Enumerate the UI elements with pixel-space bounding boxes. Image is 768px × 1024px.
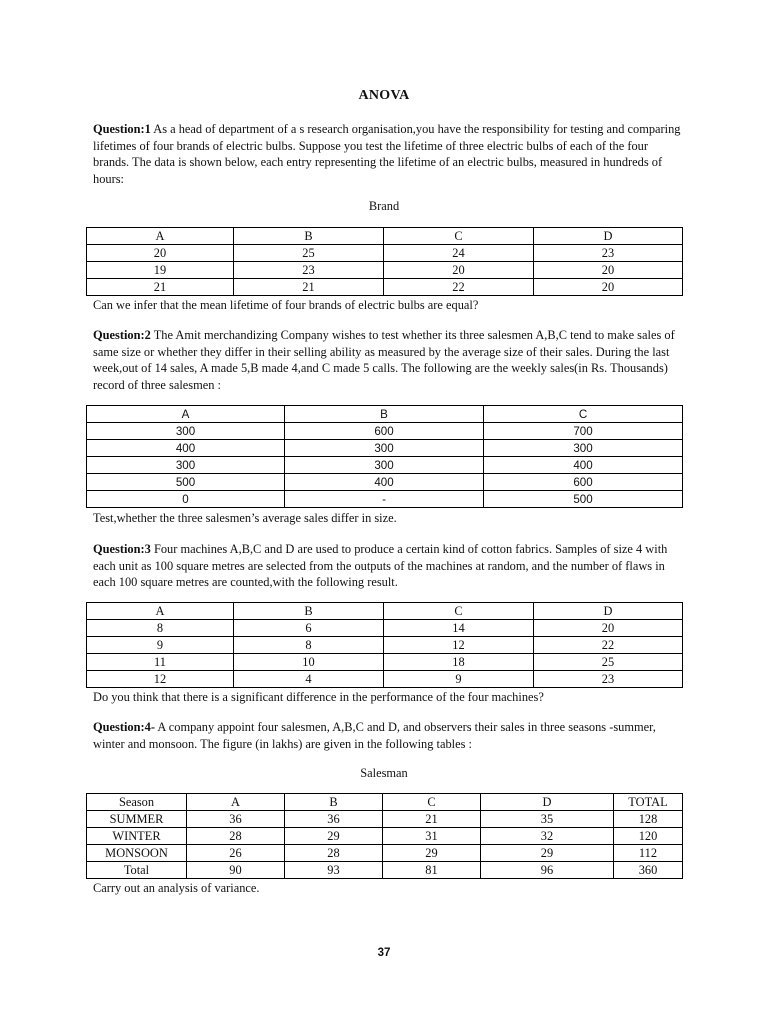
table-cell: 22 [384,279,534,296]
table-header-row [87,794,683,811]
table-row [87,671,683,688]
question-2-label: Question:2 [93,328,151,342]
table-row [87,654,683,671]
table-row [87,845,683,862]
table-cell: 300 [285,457,484,474]
table-cell: - [285,491,484,508]
table-cell: 600 [285,423,484,440]
question-3-text: Four machines A,B,C and D are used to produce a certain kind of cotton fabrics. Samples of size 4 with each unit as 100 square metres are selected from the outputs of the machines at random, and the number of flaws in each 100 square metres are counted,with the following result. [93,542,668,589]
table-cell: WINTER [87,828,187,845]
table-cell: SUMMER [87,811,187,828]
table-cell: 300 [87,457,285,474]
question-1-text: As a head of department of a s research organisation,you have the responsibility for testing and comparing lifetimes of four brands of electric bulbs. Suppose you test the lifetime of three electric bulbs of each of the four brands. The data is shown below, each entry representing the lifetime of an electric bulbs, measured in hundreds of hours: [93,122,681,186]
column-header: C [383,794,481,811]
table-cell: 96 [481,862,614,879]
question-2-prompt: Test,whether the three salesmen’s average sales differ in size. [93,511,397,525]
column-header: TOTAL [614,794,683,811]
table-cell: 36 [187,811,285,828]
table-row [87,637,683,654]
table-cell: 29 [481,845,614,862]
table-cell: 14 [384,620,534,637]
table-cell: 20 [534,620,683,637]
column-header: B [285,406,484,423]
question-4-paragraph [93,719,683,752]
table-cell: 25 [234,245,384,262]
column-header: D [481,794,614,811]
table-cell: 32 [481,828,614,845]
brand-lifetime-table [86,227,683,296]
table-row [87,440,683,457]
question-3-prompt: Do you think that there is a significant difference in the performance of the four machines? [93,690,544,704]
table-cell: 400 [87,440,285,457]
table-cell: 21 [234,279,384,296]
table-cell: 23 [234,262,384,279]
table-cell: 81 [383,862,481,879]
question-2-text: The Amit merchandizing Company wishes to test whether its three salesmen A,B,C tend to make sales of same size or whether they differ in their selling ability as measured by the average size of their sales. During the last week,out of 14 sales, A made 5,B made 4,and C made 5 calls. The following are the weekly sales(in Rs. Thousands) record of three salesmen : [93,328,675,392]
column-header: B [234,228,384,245]
table-cell: Total [87,862,187,879]
table-cell: 360 [614,862,683,879]
salesmen-sales-table [86,405,683,508]
table-cell: 12 [384,637,534,654]
column-header: A [87,406,285,423]
table-cell: 29 [285,828,383,845]
table-cell: 120 [614,828,683,845]
table-row [87,828,683,845]
column-header: C [384,603,534,620]
table-cell: 20 [534,262,683,279]
table-cell: 19 [87,262,234,279]
table-cell: 9 [384,671,534,688]
table-cell: 23 [534,245,683,262]
table-cell: 300 [285,440,484,457]
table-cell: 0 [87,491,285,508]
question-4-prompt: Carry out an analysis of variance. [93,881,260,895]
column-header: D [534,603,683,620]
question-1-prompt: Can we infer that the mean lifetime of four brands of electric bulbs are equal? [93,298,479,312]
table-row [87,491,683,508]
table-cell: 8 [87,620,234,637]
table-cell: 36 [285,811,383,828]
question-1-paragraph [93,121,683,187]
table-row [87,279,683,296]
column-header: A [87,228,234,245]
table-cell: 93 [285,862,383,879]
table-cell: 300 [484,440,683,457]
table-cell: 4 [234,671,384,688]
table-cell: 9 [87,637,234,654]
table-row [87,457,683,474]
column-header: C [484,406,683,423]
table-cell: 400 [285,474,484,491]
table-cell: 128 [614,811,683,828]
page-number: 37 [377,947,391,959]
table-header-row [87,406,683,423]
brand-caption: Brand [368,199,400,213]
question-4-text: A company appoint four salesmen, A,B,C and D, and observers their sales in three seasons -summer, winter and monsoon. The figure (in lakhs) are given in the following tables : [93,720,656,751]
column-header: A [87,603,234,620]
column-header: A [187,794,285,811]
table-cell: 20 [87,245,234,262]
table-cell: 28 [187,828,285,845]
question-2-paragraph [93,327,683,393]
question-4-label: Question:4- [93,720,155,734]
column-header: B [234,603,384,620]
table-cell: 400 [484,457,683,474]
table-row [87,862,683,879]
table-cell: 500 [87,474,285,491]
table-cell: 28 [285,845,383,862]
salesman-caption: Salesman [360,766,408,780]
question-1-label: Question:1 [93,122,151,136]
table-cell: 500 [484,491,683,508]
table-cell: 8 [234,637,384,654]
table-row [87,423,683,440]
column-header: C [384,228,534,245]
question-3-paragraph [93,541,683,591]
table-row [87,811,683,828]
table-cell: 21 [87,279,234,296]
table-cell: 31 [383,828,481,845]
table-cell: 112 [614,845,683,862]
table-cell: MONSOON [87,845,187,862]
table-cell: 29 [383,845,481,862]
table-row [87,245,683,262]
table-cell: 26 [187,845,285,862]
table-cell: 20 [384,262,534,279]
page-title: ANOVA [358,88,410,103]
table-cell: 20 [534,279,683,296]
table-cell: 12 [87,671,234,688]
column-header: B [285,794,383,811]
table-cell: 11 [87,654,234,671]
table-row [87,620,683,637]
table-header-row [87,228,683,245]
table-cell: 600 [484,474,683,491]
table-cell: 22 [534,637,683,654]
table-cell: 6 [234,620,384,637]
column-header: D [534,228,683,245]
question-3-label: Question:3 [93,542,151,556]
table-header-row [87,603,683,620]
table-cell: 10 [234,654,384,671]
table-row [87,262,683,279]
column-header: Season [87,794,187,811]
table-cell: 21 [383,811,481,828]
table-cell: 700 [484,423,683,440]
table-cell: 300 [87,423,285,440]
table-row [87,474,683,491]
table-cell: 25 [534,654,683,671]
table-cell: 23 [534,671,683,688]
table-cell: 18 [384,654,534,671]
season-sales-table [86,793,683,879]
table-cell: 24 [384,245,534,262]
machine-flaws-table [86,602,683,688]
table-cell: 35 [481,811,614,828]
table-cell: 90 [187,862,285,879]
